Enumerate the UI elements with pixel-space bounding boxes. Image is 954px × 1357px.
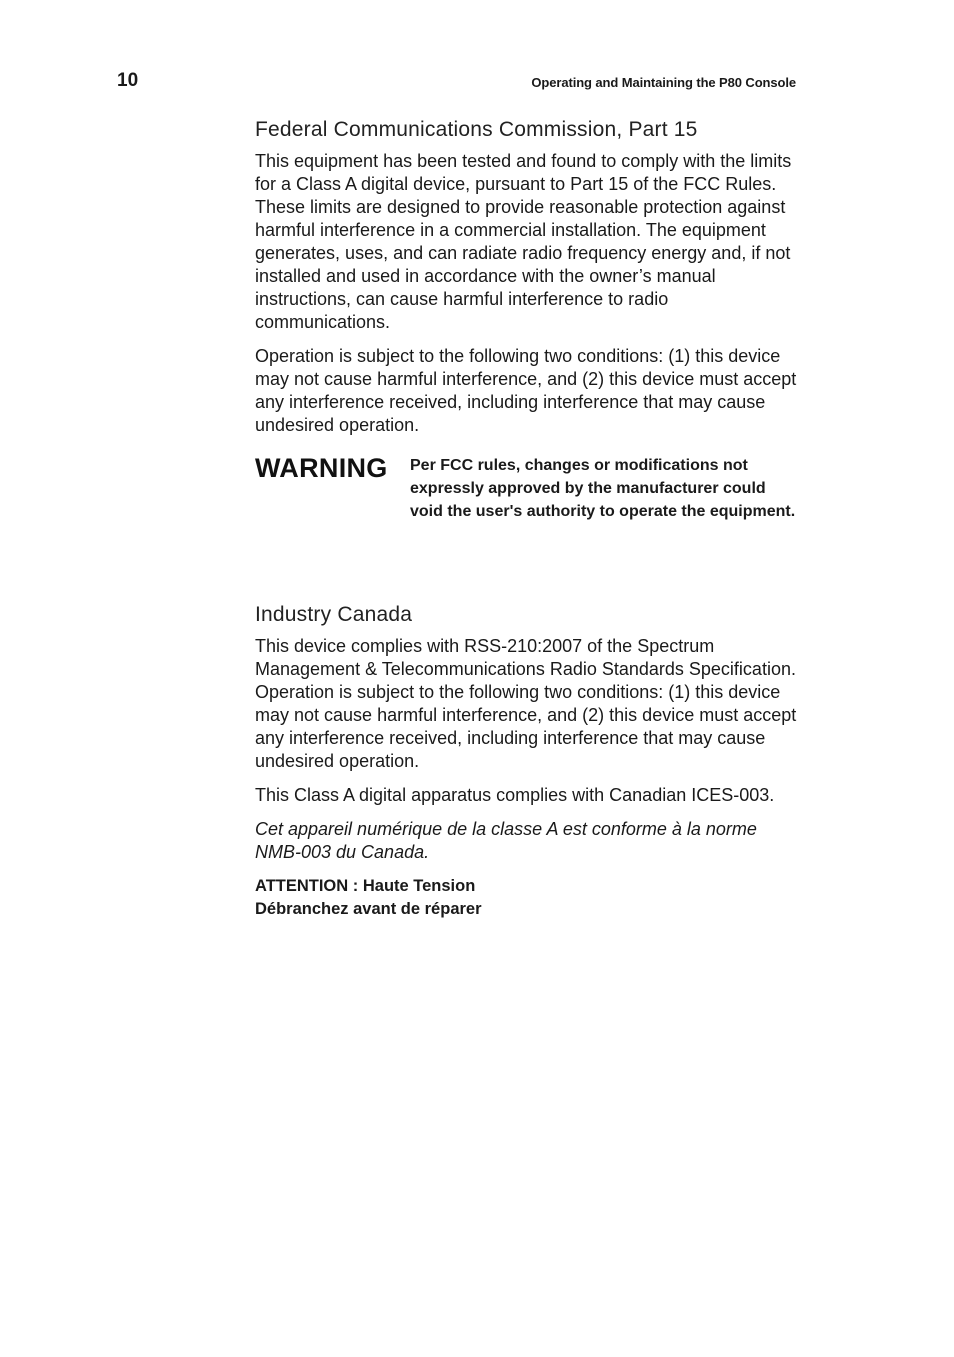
industry-canada-heading: Industry Canada [255, 603, 413, 626]
fcc-paragraph-conditions: Operation is subject to the following two conditions: (1) this device may not cause harmful interference, and (2) this device must accept any interference received, including interference that may cause undesired operation. [255, 346, 797, 435]
warning-text: Per FCC rules, changes or modifications not expressly approved by the manufacturer could void the user's authority to operate the equipment. [410, 457, 796, 520]
attention-notice [255, 875, 800, 921]
ic-paragraph-french: Cet appareil numérique de la classe A est conforme à la norme NMB-003 du Canada. [255, 819, 757, 862]
running-header-title: Operating and Maintaining the P80 Console [531, 75, 796, 90]
attention-line-1: ATTENTION : Haute Tension [255, 877, 476, 895]
fcc-paragraph-compliance: This equipment has been tested and found to comply with the limits for a Class A digital device, pursuant to Part 15 of the FCC Rules. These limits are designed to provide reasonable protection against harmful interference in a commercial installation. The equipment generates, uses, and can radiate radio frequency energy and, if not installed and used in accordance with the owner’s manual instructions, can cause harmful interference to radio communications. [255, 151, 792, 332]
fcc-section [255, 116, 800, 523]
warning-label: WARNING [255, 453, 388, 483]
ic-paragraph-compliance: This device complies with RSS-210:2007 of the Spectrum Management & Telecommunications Radio Standards Specification. Operation is subject to the following two conditions: (1) this device may not cause harmful interference, and (2) this device must accept any interference received, including interference that may cause undesired operation. [255, 636, 797, 771]
page-number: 10 [117, 70, 139, 91]
ic-paragraph-ices: This Class A digital apparatus complies with Canadian ICES-003. [255, 785, 775, 805]
warning-callout [255, 453, 800, 523]
section-spacer [255, 523, 800, 601]
attention-line-2: Débranchez avant de réparer [255, 900, 482, 918]
industry-canada-section [255, 601, 800, 921]
document-body [255, 116, 800, 932]
fcc-heading: Federal Communications Commission, Part 15 [255, 118, 698, 141]
